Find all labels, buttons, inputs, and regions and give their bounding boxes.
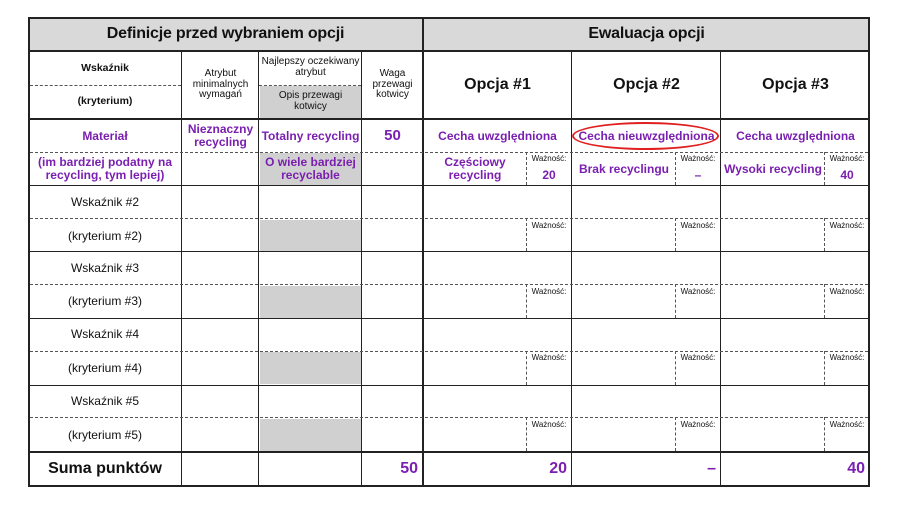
option-2-importance: – [694, 167, 702, 182]
dashed-separator [824, 351, 825, 385]
dashed-separator [526, 152, 527, 185]
dashed-separator [824, 152, 825, 185]
grid-line [28, 451, 870, 453]
highlight-circle [572, 122, 719, 150]
dashed-separator [824, 218, 825, 251]
importance-label: Ważność: [829, 221, 865, 230]
importance-label: Ważność: [680, 221, 716, 230]
option-1-value: Częściowy recycling [444, 155, 506, 182]
anchor-description-cell [260, 352, 361, 384]
material-anchor-description: O wiele bardziej recyclable [260, 153, 361, 185]
importance-label: Ważność: [829, 420, 865, 429]
option-3-status: Cecha uwzględniona [736, 128, 855, 143]
option-1-header: Opcja #1 [464, 76, 531, 94]
indicator-2-name: Wskaźnik #2 [70, 195, 140, 210]
importance-label: Ważność: [829, 353, 865, 362]
option-3-importance-label: Ważność: [829, 154, 865, 163]
grid-line [28, 118, 870, 120]
col-best-attribute: Najlepszy oczekiwany atrybut [261, 56, 360, 78]
importance-label: Ważność: [829, 287, 865, 296]
material-indicator: Materiał [82, 128, 128, 143]
dashed-separator [30, 152, 868, 153]
grid-line [571, 50, 572, 487]
option-3-value: Wysoki recycling [724, 161, 822, 176]
dashed-separator [526, 284, 527, 318]
importance-label: Ważność: [680, 287, 716, 296]
option-3-importance: 40 [840, 167, 854, 182]
dashed-separator [675, 417, 676, 451]
col-anchor-description: Opis przewagi kotwicy [260, 86, 361, 118]
material-criterion: (im bardziej podatny na recycling, tym lepiej) [37, 155, 172, 182]
sum-option-2: – [707, 460, 716, 478]
option-1-importance-label: Ważność: [531, 154, 567, 163]
anchor-description-cell [260, 220, 361, 252]
option-2-importance-label: Ważność: [680, 154, 716, 163]
grid-line [720, 50, 721, 487]
dashed-separator [526, 417, 527, 451]
option-3-header: Opcja #3 [762, 76, 829, 94]
dashed-separator [30, 85, 181, 86]
sum-option-1: 20 [549, 460, 567, 478]
importance-label: Ważność: [531, 287, 567, 296]
dashed-separator [675, 152, 676, 185]
indicator-5-name: Wskaźnik #5 [70, 394, 140, 409]
importance-label: Ważność: [531, 221, 567, 230]
section-title-evaluation: Ewaluacja opcji [424, 18, 869, 50]
grid-line [181, 50, 182, 487]
grid-line [28, 17, 870, 19]
option-2-header: Opcja #2 [613, 76, 680, 94]
grid-line [868, 17, 870, 487]
dashed-separator [30, 284, 868, 285]
grid-line [28, 318, 870, 319]
col-anchor-weight: Waga przewagi kotwicy [372, 67, 413, 101]
grid-line [28, 50, 870, 52]
indicator-3-name: Wskaźnik #3 [70, 261, 140, 276]
material-weight: 50 [384, 126, 401, 144]
dashed-separator [30, 351, 868, 352]
indicator-4-criterion: (kryterium #4) [67, 360, 142, 375]
importance-label: Ważność: [680, 353, 716, 362]
dashed-separator [824, 417, 825, 451]
dashed-separator [30, 417, 868, 418]
dashed-separator [526, 218, 527, 251]
sum-label: Suma punktów [48, 460, 162, 478]
dashed-separator [824, 284, 825, 318]
dashed-separator [675, 351, 676, 385]
dashed-separator [675, 284, 676, 318]
col-criterion-label: (kryterium) [77, 95, 133, 108]
sum-weight-total: 50 [400, 460, 418, 478]
section-title-definitions: Definicje przed wybraniem opcji [29, 18, 422, 50]
col-min-attribute: Atrybut minimalnych wymagań [192, 67, 249, 101]
option-2-value: Brak recyclingu [578, 161, 670, 176]
importance-label: Ważność: [531, 420, 567, 429]
grid-line [258, 50, 259, 487]
grid-line [28, 185, 870, 186]
option-2-status: Cecha nieuwzględniona [578, 128, 715, 143]
dashed-separator [30, 218, 868, 219]
sum-option-3: 40 [847, 460, 865, 478]
dashed-separator [526, 351, 527, 385]
grid-line [28, 385, 870, 386]
col-indicator-label: Wskaźnik [81, 62, 129, 75]
indicator-2-criterion: (kryterium #2) [67, 228, 142, 243]
dashed-separator [259, 85, 361, 86]
grid-line [28, 251, 870, 252]
dashed-separator [675, 218, 676, 251]
material-min-attribute: Nieznaczny recycling [187, 122, 254, 149]
option-1-status: Cecha uwzględniona [438, 128, 557, 143]
importance-label: Ważność: [680, 420, 716, 429]
anchor-description-cell [260, 286, 361, 318]
indicator-5-criterion: (kryterium #5) [67, 427, 142, 442]
indicator-4-name: Wskaźnik #4 [70, 327, 140, 342]
grid-line [361, 50, 362, 487]
anchor-description-cell [260, 419, 361, 451]
option-1-importance: 20 [542, 167, 556, 182]
indicator-3-criterion: (kryterium #3) [67, 293, 142, 308]
material-best-attribute: Totalny recycling [261, 128, 360, 143]
grid-line [28, 485, 870, 487]
importance-label: Ważność: [531, 353, 567, 362]
